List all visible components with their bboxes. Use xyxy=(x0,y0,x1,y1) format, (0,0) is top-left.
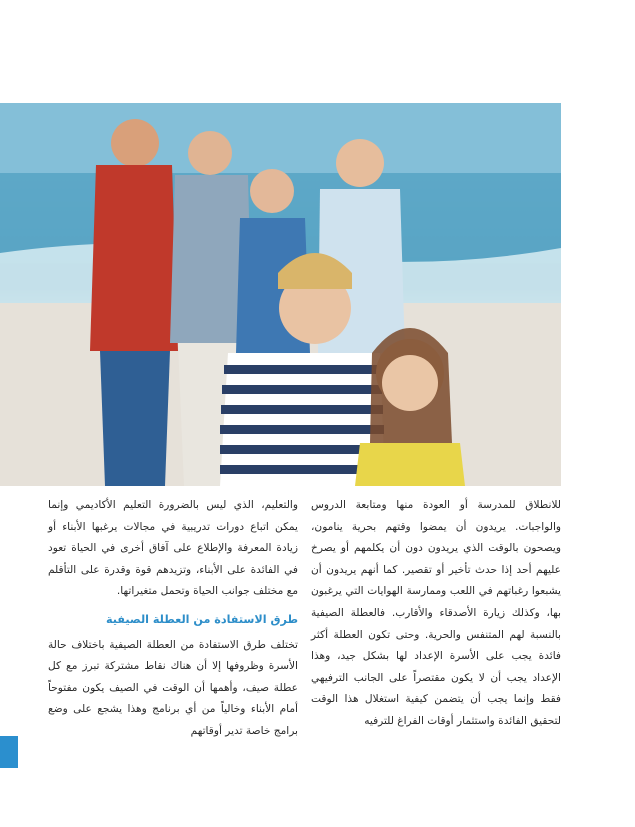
photo-illustration xyxy=(0,103,561,486)
section-heading: طرق الاستفادة من العطلة الصيفية xyxy=(105,612,298,626)
article-column-right xyxy=(311,495,561,733)
family-beach-photo xyxy=(0,103,561,486)
body-paragraph: تختلف طرق الاستفادة من العطلة الصيفية باختلاف حالة الأسرة وظروفها إلا أن هناك نقاط مشتركة تبرز مع كل عطلة صيف، وأهمها أن الوقت في الصيف يكون مفتوحاً أمام الأبناء وخالياً من أي برنامج وهذا يشجع على وضع برامج خاصة تدير أوقاتهم xyxy=(48,638,298,737)
page-side-tab xyxy=(0,736,18,768)
body-paragraph: والتعليم، الذي ليس بالضرورة التعليم الأكاديمي وإنما يمكن اتباع دورات تدريبية في مجالات يرغبها الأبناء أو زيادة المعرفة والإطلاع على آفاق أخرى في الحياة تعود في الفائدة على الأبناء، وتزيدهم قوة وقدرة على التأقلم مع مختلف جوانب الحياة وتحمل متغيراتها. xyxy=(48,499,298,598)
body-paragraph: للانطلاق للمدرسة أو العودة منها ومتابعة الدروس والواجبات. يريدون أن يمضوا وقتهم بحرية ينامون، ويصحون بالوقت الذي يريدون دون أن يكلمهم أو يصرخ عليهم أحد إذا حدث تأخير أو تقصير. كما أنهم يريدون أن يشبعوا رغباتهم في اللعب وممارسة الهوايات التي يرغبون بها، وكذلك زيارة الأصدقاء والأقارب. فالعطلة الصيفية بالنسبة لهم المتنفس والحرية. وحتى تكون العطلة أكثر فائدة يجب على الأسرة الإعداد لها بشكل جيد، وهذا الإعداد يجب أن لا يكون مقتصراً على الجانب الترفيهي فقط وإنما يجب أن يتضمن كيفية استغلال هذا الوقت لتحقيق الفائدة واستثمار أوقات الفراغ للترفيه xyxy=(311,499,561,727)
article-column-left xyxy=(48,495,298,743)
